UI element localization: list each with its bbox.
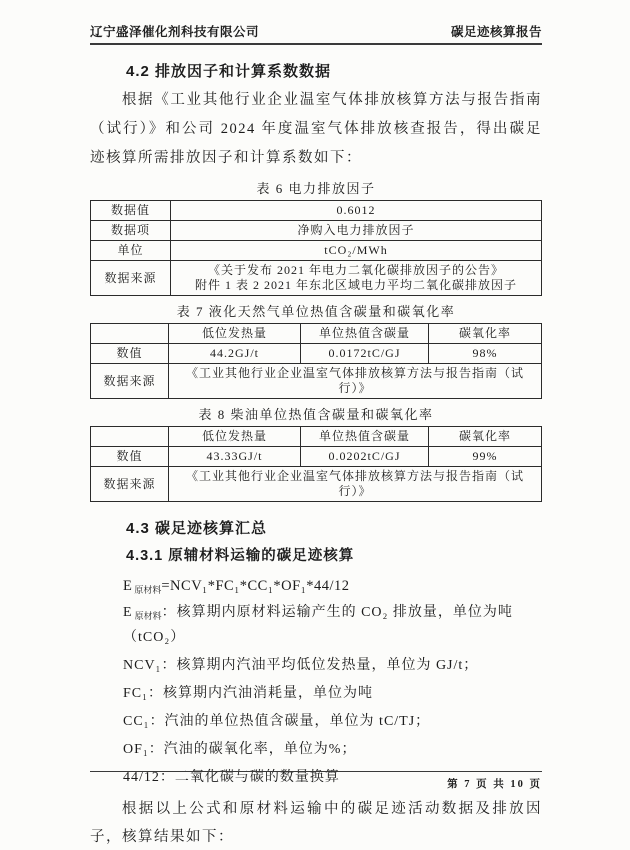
table7-header-ncv: 低位发热量 bbox=[169, 324, 301, 344]
table-row bbox=[91, 427, 542, 447]
definition-text: ：核算期内原材料运输产生的 CO₂ 排放量，单位为吨（tCO₂） bbox=[123, 605, 513, 645]
table8-of-value: 99% bbox=[429, 447, 542, 467]
definition-term: NCV₁ bbox=[123, 658, 162, 673]
table6-source-line2: 附件 1 表 2 2021 年东北区域电力平均二氧化碳排放因子 bbox=[194, 278, 517, 292]
table-row bbox=[91, 467, 542, 502]
table8-cc-value: 0.0202tC/GJ bbox=[301, 447, 429, 467]
table6-row0-value: 0.6012 bbox=[171, 201, 542, 221]
table6-row1-label: 数据项 bbox=[91, 221, 171, 241]
formula-expression: =NCV₁*FC₁*CC₁*OF₁*44/12 bbox=[161, 578, 350, 594]
table6-row2-label: 单位 bbox=[91, 241, 171, 261]
table8-ncv-value: 43.33GJ/t bbox=[169, 447, 301, 467]
definition-term: 44/12 bbox=[123, 770, 160, 785]
table6-row0-label: 数据值 bbox=[91, 201, 171, 221]
page-header bbox=[90, 22, 542, 45]
table6-electricity-emission-factor bbox=[90, 200, 542, 296]
emission-formula bbox=[90, 578, 542, 596]
section-4-2-paragraph: 根据《工业其他行业企业温室气体排放核算方法与报告指南（试行）》和公司 2024 年度温室气体排放核查报告，得出碳足迹核算所需排放因子和计算系数如下： bbox=[90, 92, 542, 166]
table7-ncv-value: 44.2GJ/t bbox=[169, 344, 301, 364]
table-row bbox=[91, 344, 542, 364]
table-row bbox=[91, 364, 542, 399]
table6-row3-label: 数据来源 bbox=[91, 261, 171, 296]
table8-value-label: 数值 bbox=[91, 447, 169, 467]
table8-source-value: 《工业其他行业企业温室气体排放核算方法与报告指南（试行）》 bbox=[169, 467, 542, 502]
formula-symbol: E bbox=[123, 578, 133, 594]
table7-value-label: 数值 bbox=[91, 344, 169, 364]
table-row bbox=[91, 201, 542, 221]
definition-of bbox=[90, 739, 542, 761]
definition-term: OF₁ bbox=[123, 742, 149, 757]
section-heading-4-3-1: 4.3.1 原辅材料运输的碳足迹核算 bbox=[126, 548, 355, 564]
table6-row2-value: tCO₂/MWh bbox=[171, 241, 542, 261]
table7-of-value: 98% bbox=[429, 344, 542, 364]
table-row bbox=[91, 221, 542, 241]
definition-term: CC₁ bbox=[123, 714, 150, 729]
table7-header-of: 碳氧化率 bbox=[429, 324, 542, 344]
header-report-title: 碳足迹核算报告 bbox=[450, 25, 542, 39]
definition-term: E bbox=[123, 605, 133, 620]
table-row bbox=[91, 324, 542, 344]
section-heading-4-2: 4.2 排放因子和计算系数数据 bbox=[126, 63, 332, 80]
definition-text: ：核算期内汽油消耗量，单位为吨 bbox=[148, 686, 374, 701]
table8-header-of: 碳氧化率 bbox=[429, 427, 542, 447]
table6-row3-value bbox=[171, 261, 542, 296]
table7-header-empty bbox=[91, 324, 169, 344]
table7-header-cc: 单位热值含碳量 bbox=[301, 324, 429, 344]
table7-source-label: 数据来源 bbox=[91, 364, 169, 399]
table8-header-empty bbox=[91, 427, 169, 447]
table7-cc-value: 0.0172tC/GJ bbox=[301, 344, 429, 364]
definition-term: FC₁ bbox=[123, 686, 149, 701]
formula-symbol-subscript: 原材料 bbox=[134, 585, 162, 595]
definition-fc bbox=[90, 683, 542, 705]
table-row bbox=[91, 241, 542, 261]
definition-cc bbox=[90, 711, 542, 733]
table7-lng-carbon-content bbox=[90, 323, 542, 399]
table6-row1-value: 净购入电力排放因子 bbox=[171, 221, 542, 241]
table8-header-cc: 单位热值含碳量 bbox=[301, 427, 429, 447]
table6-caption: 表 6 电力排放因子 bbox=[256, 181, 376, 196]
page-footer bbox=[90, 771, 542, 791]
definition-text: ：核算期内汽油平均低位发热量，单位为 GJ/t； bbox=[161, 658, 479, 673]
definition-e bbox=[90, 602, 542, 649]
table8-caption: 表 8 柴油单位热值含碳量和碳氧化率 bbox=[198, 407, 434, 422]
definition-term-subscript: 原材料 bbox=[134, 611, 162, 621]
table8-diesel-carbon-content bbox=[90, 426, 542, 502]
section-heading-4-3: 4.3 碳足迹核算汇总 bbox=[126, 520, 268, 537]
page-content bbox=[90, 0, 542, 850]
closing-paragraph: 根据以上公式和原材料运输中的碳足迹活动数据及排放因子，核算结果如下： bbox=[90, 801, 542, 845]
table8-header-ncv: 低位发热量 bbox=[169, 427, 301, 447]
table7-caption: 表 7 液化天然气单位热值含碳量和碳氧化率 bbox=[176, 304, 456, 319]
table-row bbox=[91, 261, 542, 296]
table7-source-value: 《工业其他行业企业温室气体排放核算方法与报告指南（试行）》 bbox=[169, 364, 542, 399]
definition-text: ：二氧化碳与碳的数量换算 bbox=[159, 770, 340, 785]
page-number: 第 7 页 共 10 页 bbox=[447, 779, 542, 790]
definition-ncv bbox=[90, 655, 542, 677]
definition-text: ：汽油的单位热值含碳量，单位为 tC/TJ； bbox=[149, 714, 431, 729]
header-company-name: 辽宁盛泽催化剂科技有限公司 bbox=[90, 25, 260, 39]
table6-source-line1: 《关于发布 2021 年电力二氧化碳排放因子的公告》 bbox=[207, 263, 504, 277]
table-row bbox=[91, 447, 542, 467]
table8-source-label: 数据来源 bbox=[91, 467, 169, 502]
definition-text: ：汽油的碳氧化率，单位为%； bbox=[148, 742, 357, 757]
